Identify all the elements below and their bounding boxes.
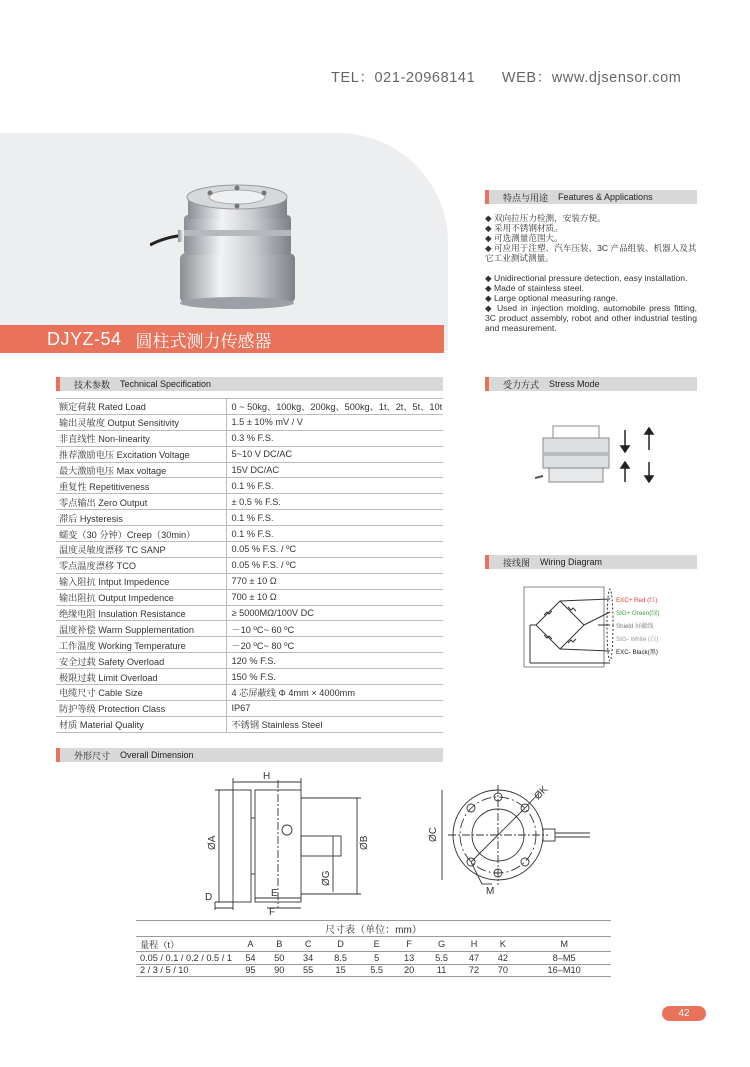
dimension-cell: 55	[294, 964, 323, 977]
spec-key: 推荐激励电压 Excitation Voltage	[56, 446, 226, 462]
spec-value: 5~10 V DC/AC	[226, 446, 443, 462]
spec-key: 输入阻抗 Intput Impedence	[56, 573, 226, 589]
feature-cn-3: ◆ 可选测量范围大。	[485, 233, 563, 243]
dimension-head-cn: 外形尺寸	[74, 750, 111, 761]
spec-key: 工作温度 Working Temperature	[56, 637, 226, 653]
dimension-column-header: K	[488, 937, 517, 952]
stress-head-cn: 受力方式	[503, 379, 540, 390]
dimension-column-header: F	[395, 937, 424, 952]
spec-key: 重复性 Repetitiveness	[56, 478, 226, 494]
spec-row	[56, 605, 443, 621]
spec-value: 15V DC/AC	[226, 462, 443, 478]
dimension-cell: 50	[265, 952, 294, 965]
spec-value: 0.1 % F.S.	[226, 510, 443, 526]
web-text: WEB：www.djsensor.com	[501, 70, 682, 86]
spec-key: 电缆尺寸 Cable Size	[56, 685, 226, 701]
feature-en-4: ◆ Used in injection molding, automobile press fitting, 3C product assembly, robot and other industrial testing and measurement.	[485, 303, 697, 333]
wire-label-sig-plus: SIG+ Green(绿)	[616, 610, 660, 617]
spec-row	[56, 669, 443, 685]
dimension-cell: 8–M5	[517, 952, 611, 965]
dimension-cell: 5.5	[359, 964, 395, 977]
section-marker	[56, 377, 60, 391]
spec-value: －20 ºC~ 80 ºC	[226, 637, 443, 653]
spec-value: 150 % F.S.	[226, 669, 443, 685]
dim-label-h: H	[263, 771, 271, 782]
dim-label-d: D	[205, 892, 213, 903]
dimension-cell: 90	[265, 964, 294, 977]
spec-value: 0.1 % F.S.	[226, 526, 443, 542]
feature-cn-4: ◆ 可应用于注塑、汽车压装、3C 产品组装、机器人及其它工业测试测量。	[485, 243, 697, 263]
dimension-cell: 2 / 3 / 5 / 10	[136, 964, 236, 977]
wire-label-sig-minus: SIG- White (白)	[616, 636, 659, 643]
dimension-column-header: A	[236, 937, 265, 952]
dimension-column-header: H	[460, 937, 489, 952]
spec-value: 700 ± 10 Ω	[226, 589, 443, 605]
spec-row	[56, 557, 443, 573]
dimension-cell: 15	[323, 964, 359, 977]
spec-key: 温度补偿 Warm Supplementation	[56, 621, 226, 637]
dimension-column-header: 量程（t）	[136, 937, 236, 952]
spec-row	[56, 430, 443, 446]
top-view-drawing	[420, 780, 595, 900]
dimension-row	[136, 964, 611, 977]
spec-row	[56, 637, 443, 653]
dimension-column-header: D	[323, 937, 359, 952]
spec-section-header	[56, 377, 443, 391]
spec-value: 不锈钢 Stainless Steel	[226, 716, 443, 732]
page-number-badge	[662, 1006, 706, 1021]
wiring-head-en: Wiring Diagram	[540, 557, 603, 567]
spec-value: 1.5 ± 10% mV / V	[226, 414, 443, 430]
dimension-column-header: M	[517, 937, 611, 952]
wiring-section-header	[485, 555, 697, 569]
spec-head-en: Technical Specification	[120, 379, 212, 389]
spec-row	[56, 510, 443, 526]
spec-row	[56, 589, 443, 605]
spec-key: 输出阻抗 Output Impedence	[56, 589, 226, 605]
spec-key: 极限过载 Limit Overload	[56, 669, 226, 685]
spec-key: 绝缘电阻 Insulation Resistance	[56, 605, 226, 621]
spec-value: 120 % F.S.	[226, 653, 443, 669]
spec-value: －10 ºC~ 60 ºC	[226, 621, 443, 637]
dimension-column-header: B	[265, 937, 294, 952]
feature-en-2: ◆ Made of stainless steel.	[485, 283, 584, 293]
spec-row	[56, 716, 443, 732]
features-head-cn: 特点与用途	[503, 192, 549, 203]
spec-row	[56, 573, 443, 589]
dimension-cell: 47	[460, 952, 489, 965]
dimension-cell: 11	[424, 964, 460, 977]
features-text	[485, 213, 697, 333]
spec-key: 安全过载 Safety Overload	[56, 653, 226, 669]
spec-key: 防护等级 Protection Class	[56, 700, 226, 716]
side-view-drawing	[195, 770, 375, 915]
spec-row	[56, 542, 443, 558]
dimension-cell: 8.5	[323, 952, 359, 965]
spec-row	[56, 685, 443, 701]
spec-value: 0 ~ 50kg、100kg、200kg、500kg、1t、2t、5t、10t	[226, 399, 443, 415]
wiring-head-cn: 接线图	[503, 557, 531, 568]
spec-row	[56, 414, 443, 430]
dim-label-b: ØB	[359, 835, 370, 850]
spec-row	[56, 621, 443, 637]
dimension-column-header: C	[294, 937, 323, 952]
spec-key: 材质 Material Quality	[56, 716, 226, 732]
spec-value: ± 0.5 % F.S.	[226, 494, 443, 510]
dimension-cell: 72	[460, 964, 489, 977]
section-marker	[485, 555, 489, 569]
spec-value: 4 芯屏蔽线 Φ 4mm × 4000mm	[226, 685, 443, 701]
feature-cn-1: ◆ 双向拉压力检测，安装方便。	[485, 213, 606, 223]
dimension-cell: 16–M10	[517, 964, 611, 977]
dimension-cell: 20	[395, 964, 424, 977]
dimension-cell: 5.5	[424, 952, 460, 965]
wire-label-shield: Shield 屏蔽线	[616, 623, 654, 630]
spec-row	[56, 700, 443, 716]
spec-key: 非直线性 Non-linearity	[56, 430, 226, 446]
product-model: DJYZ-54	[47, 328, 122, 349]
dim-label-g: ØG	[321, 870, 332, 886]
spec-value: ≥ 5000MΩ/100V DC	[226, 605, 443, 621]
section-marker	[485, 377, 489, 391]
dimension-table	[136, 920, 611, 977]
spec-value: 0.1 % F.S.	[226, 478, 443, 494]
spec-value: 0.05 % F.S. / ºC	[226, 557, 443, 573]
spec-value: 770 ± 10 Ω	[226, 573, 443, 589]
spec-key: 最大激励电压 Max voltage	[56, 462, 226, 478]
features-section-header	[485, 190, 697, 204]
dimension-cell: 42	[488, 952, 517, 965]
wire-label-exc-plus: EXC+ Red (红)	[616, 597, 658, 604]
feature-en-1: ◆ Unidirectional pressure detection, easy installation.	[485, 273, 688, 283]
spec-key: 输出灵敏度 Output Sensitivity	[56, 414, 226, 430]
features-head-en: Features & Applications	[558, 192, 653, 202]
dimension-column-header: E	[359, 937, 395, 952]
dimension-cell: 5	[359, 952, 395, 965]
dimension-cell: 34	[294, 952, 323, 965]
dimension-section-header	[56, 748, 443, 762]
dimension-cell: 54	[236, 952, 265, 965]
spec-key: 蠕变（30 分钟）Creep（30min）	[56, 526, 226, 542]
spec-key: 零点输出 Zero Output	[56, 494, 226, 510]
spec-head-cn: 技术参数	[74, 379, 111, 390]
dimension-column-header: G	[424, 937, 460, 952]
product-name-cn: 圆柱式测力传感器	[135, 331, 272, 351]
dim-label-k: ØK	[532, 784, 551, 803]
dimension-table-caption: 尺寸表（单位：mm）	[136, 921, 611, 937]
dimension-head-en: Overall Dimension	[120, 750, 194, 760]
product-title-bar	[0, 325, 444, 353]
spec-value: 0.3 % F.S.	[226, 430, 443, 446]
spec-table	[56, 398, 443, 733]
contact-line	[331, 66, 681, 87]
dimension-header-row	[136, 937, 611, 952]
spec-row	[56, 399, 443, 415]
dimension-cell: 13	[395, 952, 424, 965]
wire-label-exc-minus: EXC- Black(黑)	[616, 649, 658, 656]
spec-key: 零点温度漂移 TCO	[56, 557, 226, 573]
spec-value: 0.05 % F.S. / ºC	[226, 542, 443, 558]
dim-label-e: E	[271, 888, 278, 899]
dimension-cell: 95	[236, 964, 265, 977]
feature-cn-2: ◆ 采用不锈钢材质。	[485, 223, 563, 233]
spec-row	[56, 462, 443, 478]
spec-row	[56, 494, 443, 510]
stress-section-header	[485, 377, 697, 391]
dim-label-c: ØC	[428, 827, 439, 842]
dimension-row	[136, 952, 611, 965]
spec-value: IP67	[226, 700, 443, 716]
spec-key: 滞后 Hysteresis	[56, 510, 226, 526]
feature-en-3: ◆ Large optional measuring range.	[485, 293, 618, 303]
spec-row	[56, 446, 443, 462]
sensor-product-image	[150, 175, 320, 310]
dimension-cell: 0.05 / 0.1 / 0.2 / 0.5 / 1	[136, 952, 236, 965]
stress-mode-diagram	[535, 420, 675, 490]
dim-label-a: ØA	[207, 835, 218, 850]
page-number: 42	[678, 1008, 690, 1019]
spec-key: 温度灵敏度漂移 TC SANP	[56, 542, 226, 558]
spec-row	[56, 478, 443, 494]
tel-text: TEL：021-20968141	[331, 70, 476, 86]
wiring-diagram	[518, 585, 698, 670]
dim-label-f: F	[269, 907, 276, 915]
dimension-cell: 70	[488, 964, 517, 977]
spec-row	[56, 526, 443, 542]
stress-head-en: Stress Mode	[549, 379, 600, 389]
spec-row	[56, 653, 443, 669]
section-marker	[485, 190, 489, 204]
dim-label-m: M	[486, 886, 495, 897]
spec-key: 额定荷载 Rated Load	[56, 399, 226, 415]
section-marker	[56, 748, 60, 762]
